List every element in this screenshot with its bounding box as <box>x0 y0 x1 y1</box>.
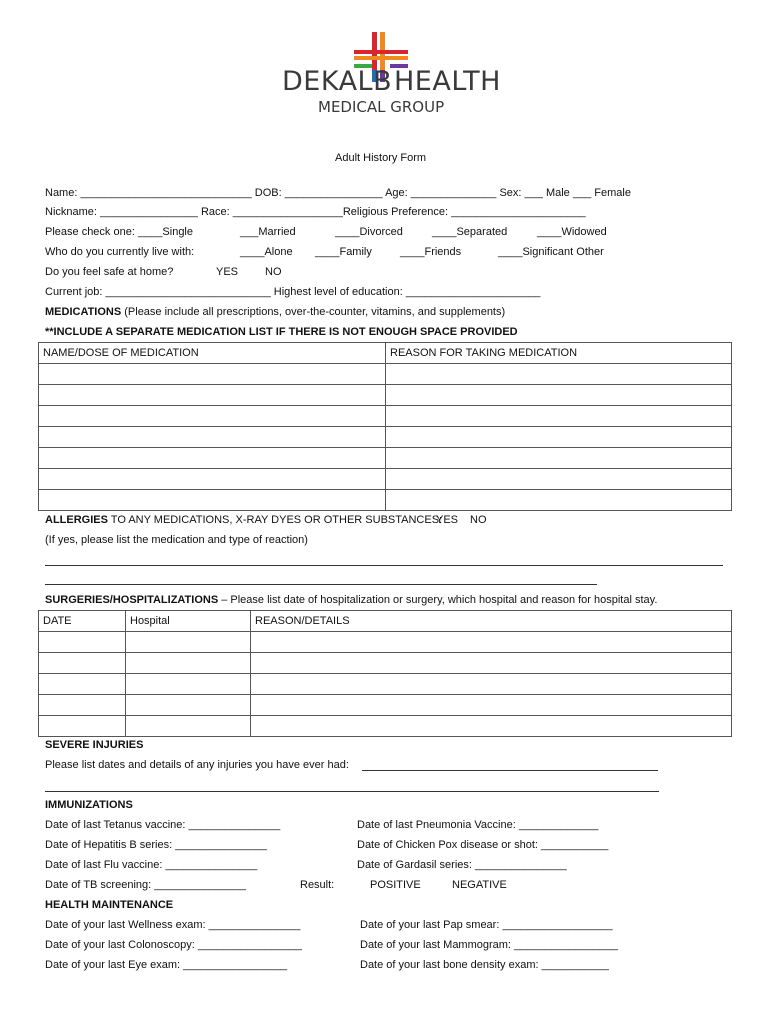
injuries-answer-line-2[interactable] <box>45 791 659 792</box>
surgery-date-cell[interactable] <box>39 632 126 653</box>
surgery-reason-cell[interactable] <box>251 716 732 737</box>
allergies-heading: ALLERGIES <box>45 514 108 526</box>
safe-at-home-yes: YES <box>216 266 239 278</box>
medications-heading-line <box>45 306 505 318</box>
table-row <box>39 427 732 448</box>
chicken-pox-field: Date of Chicken Pox disease or shot: ___________ <box>357 839 609 851</box>
live-with-label: Who do you currently live with: <box>45 246 195 258</box>
surgery-reason-header: REASON/DETAILS <box>251 611 732 632</box>
surgery-date-cell[interactable] <box>39 674 126 695</box>
live-with-significant-other: ____Significant Other <box>498 246 604 258</box>
allergies-no: NO <box>470 514 487 526</box>
surgery-date-header: DATE <box>39 611 126 632</box>
table-row <box>39 490 732 511</box>
allergies-note: (If yes, please list the medication and type of reaction) <box>45 534 308 546</box>
table-row <box>39 632 732 653</box>
medication-reason-cell[interactable] <box>386 406 732 427</box>
medication-reason-cell[interactable] <box>386 385 732 406</box>
live-with-family: ____Family <box>315 246 372 258</box>
table-row <box>39 406 732 427</box>
safe-at-home-label: Do you feel safe at home? <box>45 266 174 278</box>
table-row <box>39 674 732 695</box>
surgeries-heading: SURGERIES/HOSPITALIZATIONS <box>45 594 219 606</box>
logo-brand-right: HEALTH <box>394 66 501 97</box>
medication-reason-header: REASON FOR TAKING MEDICATION <box>386 343 732 364</box>
allergies-line <box>45 514 442 526</box>
table-row <box>39 716 732 737</box>
eye-exam-field: Date of your last Eye exam: _________________ <box>45 959 288 971</box>
surgery-hospital-cell[interactable] <box>126 695 251 716</box>
medication-name-cell[interactable] <box>39 406 386 427</box>
injuries-heading: SEVERE INJURIES <box>45 739 144 751</box>
medication-reason-cell[interactable] <box>386 490 732 511</box>
marital-status-divorced: ____Divorced <box>335 226 403 238</box>
safe-at-home-no: NO <box>265 266 282 278</box>
surgery-reason-cell[interactable] <box>251 695 732 716</box>
surgery-hospital-cell[interactable] <box>126 716 251 737</box>
medications-heading: MEDICATIONS <box>45 306 122 318</box>
marital-status-single: Please check one: ____Single <box>45 226 193 238</box>
flu-field: Date of last Flu vaccine: _______________ <box>45 859 258 871</box>
marital-status-separated: ____Separated <box>432 226 508 238</box>
surgery-date-cell[interactable] <box>39 716 126 737</box>
surgery-reason-cell[interactable] <box>251 674 732 695</box>
allergies-yes: YES <box>436 514 459 526</box>
tb-screening-field: Date of TB screening: _______________ <box>45 879 247 891</box>
immunizations-heading: IMMUNIZATIONS <box>45 799 133 811</box>
surgery-date-cell[interactable] <box>39 653 126 674</box>
pneumonia-field: Date of last Pneumonia Vaccine: _____________ <box>357 819 599 831</box>
job-education-line: Current job: ___________________________ Highest level of education: ______________________ <box>45 286 541 298</box>
live-with-friends: ____Friends <box>400 246 462 258</box>
form-title: Adult History Form <box>335 152 427 164</box>
health-maintenance-heading: HEALTH MAINTENANCE <box>45 899 174 911</box>
tb-result-positive: POSITIVE <box>370 879 421 891</box>
nickname-race-religion-line: Nickname: ________________ Race: __________________Religious Preference: ______________________ <box>45 206 586 218</box>
mammogram-field: Date of your last Mammogram: _________________ <box>360 939 619 951</box>
table-row <box>39 469 732 490</box>
marital-status-widowed: ____Widowed <box>537 226 607 238</box>
surgery-hospital-cell[interactable] <box>126 653 251 674</box>
name-dob-age-sex-line: Name: ____________________________ DOB: ________________ Age: ______________ Sex: ___ Male ___ Female <box>45 187 631 199</box>
marital-status-married: ___Married <box>240 226 296 238</box>
medications-table <box>38 342 732 511</box>
table-header-row <box>39 343 732 364</box>
medication-reason-cell[interactable] <box>386 448 732 469</box>
surgeries-line <box>45 594 657 606</box>
table-row <box>39 448 732 469</box>
medication-name-cell[interactable] <box>39 385 386 406</box>
colonoscopy-field: Date of your last Colonoscopy: _________________ <box>45 939 302 951</box>
logo-brand-left: DEKALB <box>282 66 393 97</box>
injuries-prompt: Please list dates and details of any injuries you have ever had: <box>45 759 349 771</box>
wellness-exam-field: Date of your last Wellness exam: _______________ <box>45 919 301 931</box>
table-row <box>39 695 732 716</box>
table-row <box>39 653 732 674</box>
injuries-answer-line-1[interactable] <box>362 770 658 771</box>
logo-subtitle: MEDICAL GROUP <box>318 98 445 116</box>
medication-name-cell[interactable] <box>39 469 386 490</box>
pap-smear-field: Date of your last Pap smear: __________________ <box>360 919 613 931</box>
surgery-date-cell[interactable] <box>39 695 126 716</box>
surgeries-table <box>38 610 732 737</box>
medication-name-cell[interactable] <box>39 364 386 385</box>
allergies-answer-line-2[interactable] <box>45 584 597 585</box>
hepatitis-b-field: Date of Hepatitis B series: _______________ <box>45 839 267 851</box>
allergies-answer-line-1[interactable] <box>45 565 723 566</box>
medications-include-note: **INCLUDE A SEPARATE MEDICATION LIST IF THERE IS NOT ENOUGH SPACE PROVIDED <box>45 326 518 338</box>
tetanus-field: Date of last Tetanus vaccine: _______________ <box>45 819 281 831</box>
surgeries-text: – Please list date of hospitalization or surgery, which hospital and reason for hospital stay. <box>218 594 658 606</box>
medication-name-cell[interactable] <box>39 427 386 448</box>
medication-name-header: NAME/DOSE OF MEDICATION <box>39 343 386 364</box>
bone-density-field: Date of your last bone density exam: ___________ <box>360 959 609 971</box>
medication-name-cell[interactable] <box>39 490 386 511</box>
medications-note: (Please include all prescriptions, over-the-counter, vitamins, and supplements) <box>121 306 506 318</box>
live-with-alone: ____Alone <box>240 246 293 258</box>
table-header-row <box>39 611 732 632</box>
surgery-hospital-cell[interactable] <box>126 674 251 695</box>
tb-result-negative: NEGATIVE <box>452 879 507 891</box>
surgery-hospital-header: Hospital <box>126 611 251 632</box>
surgery-reason-cell[interactable] <box>251 653 732 674</box>
medication-reason-cell[interactable] <box>386 364 732 385</box>
surgery-hospital-cell[interactable] <box>126 632 251 653</box>
gardasil-field: Date of Gardasil series: _______________ <box>357 859 567 871</box>
medication-reason-cell[interactable] <box>386 469 732 490</box>
allergies-text: TO ANY MEDICATIONS, X-RAY DYES OR OTHER SUBSTANCES: <box>107 514 443 526</box>
tb-result-label: Result: <box>300 879 335 891</box>
surgery-reason-cell[interactable] <box>251 632 732 653</box>
medication-reason-cell[interactable] <box>386 427 732 448</box>
medication-name-cell[interactable] <box>39 448 386 469</box>
table-row <box>39 364 732 385</box>
table-row <box>39 385 732 406</box>
